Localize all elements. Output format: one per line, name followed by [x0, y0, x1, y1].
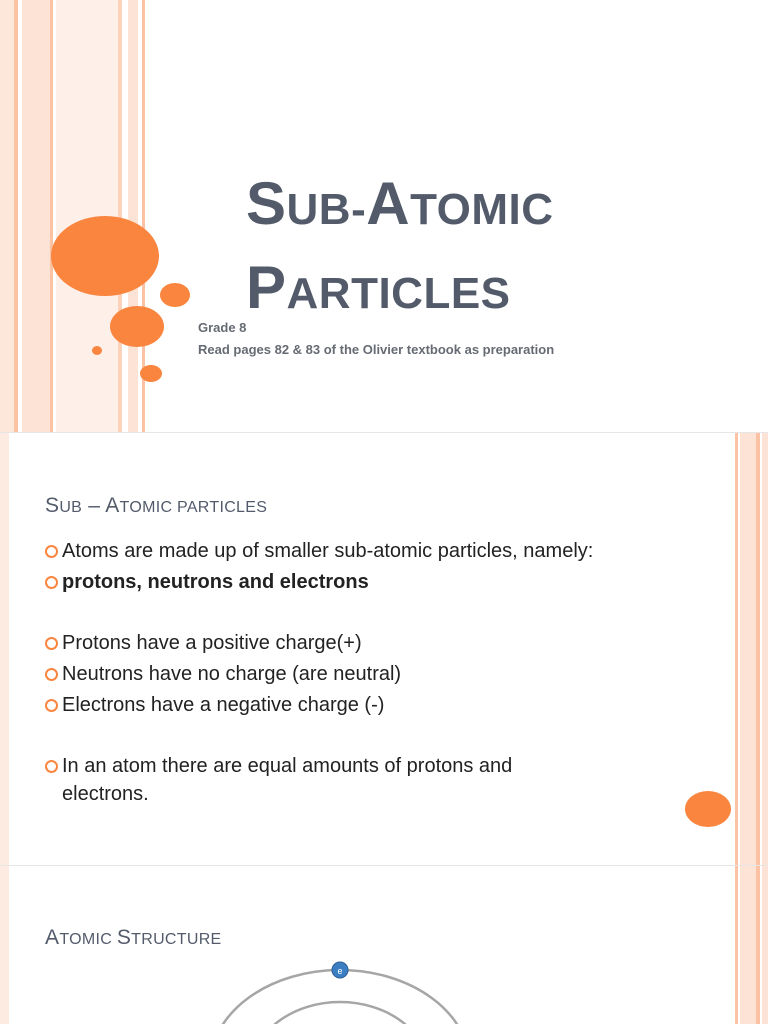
decor-stripe [118, 0, 122, 432]
decor-stripe [0, 0, 14, 432]
decor-stripe [128, 0, 138, 432]
decor-stripe [50, 0, 53, 432]
bullet-circle-icon [45, 760, 58, 773]
diagram-slide [0, 866, 768, 1024]
title-line-1: SUB-ATOMIC [246, 170, 554, 237]
bullet-circle-icon [45, 637, 58, 650]
list-gap [45, 599, 695, 629]
subtitle-reading: Read pages 82 & 83 of the Olivier textbook as preparation [198, 342, 555, 357]
decor-circle [140, 365, 162, 382]
decor-circle [51, 216, 159, 296]
decor-circle [92, 346, 102, 355]
decor-circle [160, 283, 190, 307]
bullet-circle-icon [45, 545, 58, 558]
decor-circle [110, 306, 164, 347]
list-gap [45, 722, 695, 752]
list-item: Electrons have a negative charge (-) [45, 691, 695, 719]
bullet-circle-icon [45, 668, 58, 681]
decor-stripe [740, 433, 756, 865]
list-item: protons, neutrons and electrons [45, 568, 695, 596]
list-item: Neutrons have no charge (are neutral) [45, 660, 695, 688]
electron-label: e [337, 966, 343, 976]
atom-diagram [0, 866, 768, 1024]
section-heading: SUB – ATOMIC PARTICLES [45, 494, 268, 517]
list-item: In an atom there are equal amounts of protons and electrons. [45, 752, 592, 808]
list-item: Protons have a positive charge(+) [45, 629, 695, 657]
page-title [246, 165, 554, 333]
title-slide [0, 0, 768, 432]
inner-orbit [252, 1002, 428, 1024]
decor-stripe [22, 0, 50, 432]
decor-stripe [762, 433, 768, 865]
bullet-circle-icon [45, 576, 58, 589]
content-slide [0, 433, 768, 865]
decor-stripe [756, 433, 760, 865]
subtitle-grade: Grade 8 [198, 320, 247, 335]
decor-stripe [14, 0, 18, 432]
bullet-list [45, 537, 695, 811]
decor-stripe [735, 433, 738, 865]
section-heading: ATOMIC STRUCTURE [45, 926, 222, 949]
list-item: Atoms are made up of smaller sub-atomic particles, namely: [45, 537, 695, 565]
bullet-circle-icon [45, 699, 58, 712]
decor-stripe [0, 433, 9, 865]
title-line-2: PARTICLES [246, 254, 511, 321]
